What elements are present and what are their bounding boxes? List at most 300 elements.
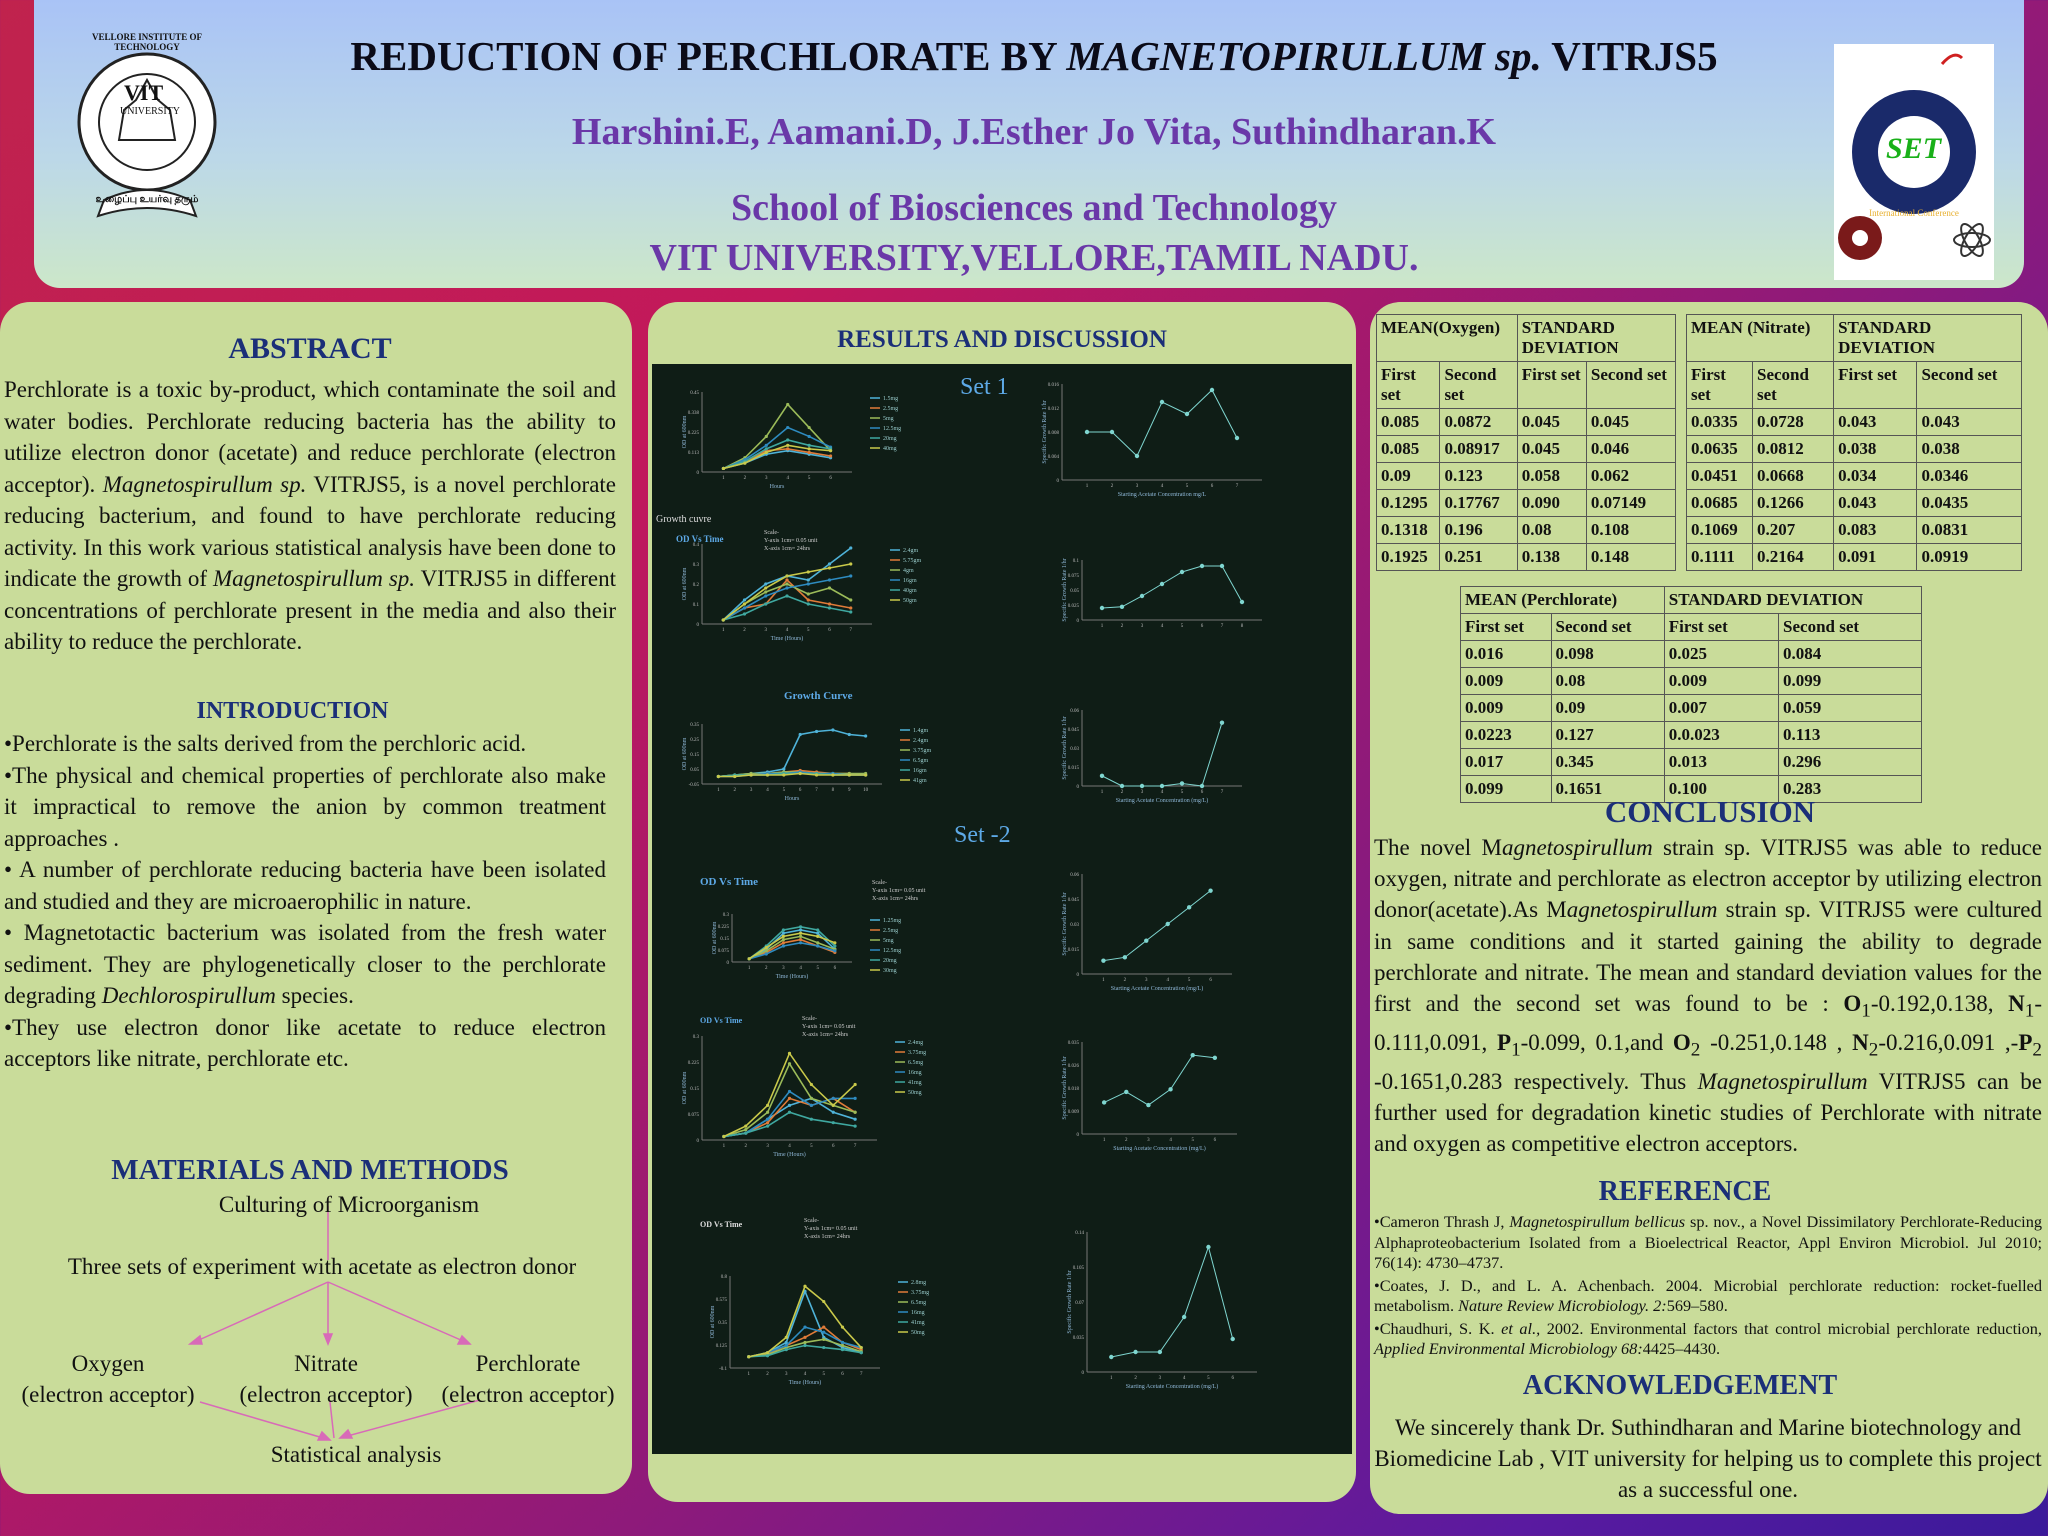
y-tick-label: 0.3 <box>692 563 699 568</box>
y-tick-label: 0 <box>1076 1133 1079 1138</box>
x-tick-label: 8 <box>831 788 835 793</box>
x-tick-label: 2 <box>1120 790 1124 795</box>
table-cell: 0.090 <box>1517 490 1586 517</box>
data-point <box>782 941 785 944</box>
data-point <box>799 733 802 736</box>
data-point <box>788 1090 791 1093</box>
y-tick-label: 0 <box>696 1139 699 1144</box>
data-point <box>849 610 852 613</box>
ref-part: 569–580. <box>1666 1296 1728 1315</box>
poster-title <box>254 32 1814 80</box>
x-tick-label: 2 <box>743 628 746 633</box>
series-line <box>718 730 865 777</box>
data-point <box>764 602 767 605</box>
x-tick-label: 6 <box>1200 790 1204 795</box>
table-cell: 0.038 <box>1917 436 2022 463</box>
table-row <box>1687 409 2022 436</box>
table-row <box>1377 490 1676 517</box>
acknowledgement-text: We sincerely thank Dr. Suthindharan and Marine biotechnology and Biomedicine Lab , VIT university for helping us to complete this project as a successful one. <box>1374 1415 2042 1502</box>
x-tick-label: 3 <box>764 628 767 633</box>
table-cell: 0.1651 <box>1551 776 1664 803</box>
data-point <box>743 598 746 601</box>
x-tick-label: 5 <box>1187 978 1191 983</box>
series-line <box>749 1346 862 1357</box>
data-point <box>803 1341 806 1344</box>
perchlorate-subheader: Second set <box>1551 614 1664 641</box>
x-axis-label: Hours <box>769 484 785 490</box>
ref-part: •Coates, J. D., and L. A. Achenbach. 2004. Microbial perchlorate reduction: rocket-fuelled metabolism. <box>1374 1275 2042 1315</box>
x-tick-label: 10 <box>863 788 869 793</box>
table-row <box>1377 463 1676 490</box>
data-point <box>1191 1053 1195 1057</box>
data-point <box>816 944 819 947</box>
abstract-heading: ABSTRACT <box>228 332 392 365</box>
legend-label: 50gm <box>903 598 917 604</box>
value: -0.251,0.148 , <box>1700 1029 1853 1055</box>
legend-label: 5mg <box>883 416 894 422</box>
y-tick-label: 0.15 <box>690 753 699 758</box>
x-tick-label: 6 <box>829 476 832 481</box>
data-point <box>799 941 802 944</box>
data-point <box>849 598 852 601</box>
data-point <box>841 1344 844 1347</box>
data-point <box>849 546 852 549</box>
results-heading: RESULTS AND DISCUSSION <box>837 326 1167 353</box>
x-tick-label: 2 <box>766 1372 769 1377</box>
table-cell: 0.1266 <box>1753 490 1834 517</box>
charts-svg <box>652 364 1352 1454</box>
table-cell: 0.099 <box>1779 668 1922 695</box>
conclusion-italic: agnetospirullum <box>1501 835 1653 860</box>
table-cell: 0.07149 <box>1586 490 1675 517</box>
data-point <box>848 773 851 776</box>
y-tick-label: 0.225 <box>687 1061 699 1066</box>
data-point <box>1168 1087 1172 1091</box>
nitrate-subheader: First set <box>1834 362 1917 409</box>
data-point <box>807 570 810 573</box>
scale-label: X-axis 1cm= 24hrs <box>802 1032 849 1038</box>
y-axis-label: OD at 600nm <box>682 737 688 771</box>
data-point <box>1200 564 1204 568</box>
data-point <box>1140 594 1144 598</box>
y-tick-label: 0.018 <box>1067 1087 1079 1092</box>
methods-oxygen <box>8 1348 208 1410</box>
trend-line <box>1102 723 1222 786</box>
value: -0.192,0.138, <box>1870 991 2009 1017</box>
y-axis-label: OD at 600nm <box>682 1071 688 1105</box>
data-point <box>785 574 788 577</box>
data-point <box>822 1346 825 1349</box>
table-cell: 0.123 <box>1440 463 1517 490</box>
data-point <box>786 438 789 441</box>
table-cell: 0.1295 <box>1377 490 1440 517</box>
table-row <box>1377 544 1676 571</box>
table-cell: 0.045 <box>1517 436 1586 463</box>
data-point <box>854 1111 857 1114</box>
data-point <box>786 447 789 450</box>
value: -0.099, 0.1,and <box>1520 1029 1673 1055</box>
y-tick-label: 0.004 <box>1047 455 1059 460</box>
x-tick-label: 1 <box>722 476 725 481</box>
y-tick-label: 0.8 <box>720 1275 727 1280</box>
data-point <box>799 925 802 928</box>
y-tick-label: 0.35 <box>690 723 699 728</box>
table-cell: 0.045 <box>1517 409 1586 436</box>
y-tick-label: 0.035 <box>1072 1336 1084 1341</box>
oxygen-subheader: First set <box>1517 362 1586 409</box>
table-cell: 0.0668 <box>1753 463 1834 490</box>
legend-label: 16mg <box>911 1310 925 1316</box>
data-point <box>1166 922 1170 926</box>
methods-nitrate <box>226 1348 426 1410</box>
x-tick-label: 1 <box>1102 978 1105 983</box>
table-cell: 0.043 <box>1917 409 2022 436</box>
data-point <box>803 1326 806 1329</box>
x-axis-label: Starting Acetate Concentration (mg/L) <box>1125 1384 1219 1390</box>
vit-logo-sub: UNIVERSITY <box>120 106 180 117</box>
data-point <box>854 1125 857 1128</box>
x-axis-label: Starting Acetate Concentration mg/L <box>1117 492 1207 498</box>
table-row <box>1461 749 1922 776</box>
perchlorate-sublabel: (electron acceptor) <box>441 1382 615 1407</box>
y-axis-label: Specific Growth Rate 1/hr <box>1042 400 1048 464</box>
data-point <box>810 1104 813 1107</box>
table-cell: 0.207 <box>1753 517 1834 544</box>
data-point <box>788 1097 791 1100</box>
scale-label: Scale- <box>872 880 887 886</box>
x-tick-label: 6 <box>828 628 831 633</box>
y-tick-label: 0.025 <box>1067 604 1079 609</box>
ref-italic: Magnetospirullum bellicus <box>1509 1212 1686 1231</box>
x-tick-label: 3 <box>765 476 768 481</box>
data-point <box>743 606 746 609</box>
data-point <box>749 773 752 776</box>
data-point <box>848 733 851 736</box>
data-point <box>1187 905 1191 909</box>
y-tick-label: 0.105 <box>1072 1266 1084 1271</box>
data-point <box>1100 606 1104 610</box>
data-point <box>766 1111 769 1114</box>
value-subscript: 2 <box>2032 1039 2042 1061</box>
legend-label: 41mg <box>911 1320 925 1326</box>
data-point <box>785 1336 788 1339</box>
scale-label: Scale- <box>764 530 779 536</box>
data-point <box>854 1118 857 1121</box>
data-point <box>807 592 810 595</box>
right-panel <box>1370 302 2048 1514</box>
y-tick-label: 0.338 <box>687 411 699 416</box>
data-point <box>833 944 836 947</box>
y-tick-label: -0.05 <box>688 783 699 788</box>
y-tick-label: 0.1 <box>692 603 699 608</box>
x-tick-label: 5 <box>807 628 810 633</box>
data-point <box>841 1341 844 1344</box>
data-point <box>815 730 818 733</box>
x-tick-label: 3 <box>1145 978 1148 983</box>
x-tick-label: 4 <box>766 788 769 793</box>
x-tick-label: 3 <box>1135 484 1139 489</box>
table-cell: 0.0223 <box>1461 722 1552 749</box>
reference-heading: REFERENCE <box>1598 1176 1772 1207</box>
x-tick-label: 3 <box>1147 1138 1150 1143</box>
x-tick-label: 4 <box>1160 484 1164 489</box>
data-point <box>744 1131 747 1134</box>
conclusion-heading: CONCLUSION <box>1604 794 1816 829</box>
y-tick-label: 0.575 <box>715 1298 727 1303</box>
y-tick-label: 0.03 <box>1070 923 1079 928</box>
y-tick-label: 0.009 <box>1067 1110 1079 1115</box>
data-point <box>722 467 725 470</box>
data-point <box>782 935 785 938</box>
value-subscript: 1 <box>1861 1000 1871 1022</box>
scale-label: Y-axis 1cm= 0.05 unit <box>872 888 926 894</box>
legend-label: 1.5mg <box>883 396 899 402</box>
y-tick-label: 0.3 <box>722 913 729 918</box>
scale-label: Y-axis 1cm= 0.05 unit <box>764 538 818 544</box>
x-tick-label: 1 <box>1110 1376 1113 1381</box>
y-axis-label: OD at 600nm <box>682 567 688 601</box>
table-cell: 0.043 <box>1834 490 1917 517</box>
x-axis-label: Starting Acetate Concentration (mg/L) <box>1115 798 1209 804</box>
y-tick-label: 0 <box>696 471 699 476</box>
data-point <box>799 932 802 935</box>
data-point <box>808 447 811 450</box>
scale-label: Scale- <box>802 1016 817 1022</box>
x-tick-label: 1 <box>747 966 751 971</box>
abstract-part: VITRJS5 in different concentrations of perchlorate present in the media and also their ability to reduce the perchlorate. <box>4 566 616 654</box>
legend-label: 2.4mg <box>908 1040 924 1046</box>
data-point <box>807 598 810 601</box>
table-cell: 0.08 <box>1517 517 1586 544</box>
table-cell: 0.196 <box>1440 517 1517 544</box>
data-point <box>1120 784 1124 788</box>
data-point <box>854 1083 857 1086</box>
table-cell: 0.1069 <box>1687 517 1753 544</box>
nitrate-subheader: First set <box>1687 362 1753 409</box>
methods-sets: Three sets of experiment with acetate as electron donor <box>67 1254 577 1279</box>
y-axis-label: OD at 600nm <box>710 1305 716 1339</box>
table-cell: 0.0451 <box>1687 463 1753 490</box>
set-conference-logo <box>1834 44 1994 280</box>
table-cell: 0.009 <box>1664 668 1778 695</box>
y-axis-label: OD at 600nm <box>682 415 688 449</box>
perchlorate-table <box>1460 586 1922 803</box>
conclusion-italic: agnetospirullum <box>1566 897 1718 923</box>
x-axis-label: Time (Hours) <box>775 974 809 980</box>
table-cell: 0.0728 <box>1753 409 1834 436</box>
y-tick-label: 0.045 <box>1067 898 1079 903</box>
y-tick-label: 0.075 <box>687 1113 699 1118</box>
methods-heading: MATERIALS AND METHODS <box>111 1154 509 1186</box>
intro-bullet <box>4 917 606 1012</box>
data-point <box>1124 1090 1128 1094</box>
data-point <box>765 952 768 955</box>
y-tick-label: 0.06 <box>1070 709 1079 714</box>
x-tick-label: 1 <box>1102 1138 1106 1143</box>
x-tick-label: 7 <box>849 628 852 633</box>
table-cell: 0.08917 <box>1440 436 1517 463</box>
x-tick-label: 6 <box>1231 1376 1234 1381</box>
legend-label: 16gm <box>913 768 927 774</box>
data-point <box>828 562 831 565</box>
table-cell: 0.0635 <box>1687 436 1753 463</box>
conclusion-part: The novel M <box>1374 835 1502 860</box>
data-point <box>785 1344 788 1347</box>
x-tick-label: 2 <box>1123 978 1127 983</box>
table-cell: 0.0831 <box>1917 517 2022 544</box>
conclusion-part: strain sp. VITRJS5 was able to reduce oxygen, nitrate and perchlorate as electron acceptor by utilizing electron donor(acetate).As M <box>1374 835 2042 923</box>
ref-part: 4425–4430. <box>1642 1339 1721 1358</box>
data-point <box>764 590 767 593</box>
data-point <box>788 1111 791 1114</box>
oxygen-sublabel: (electron acceptor) <box>21 1382 195 1407</box>
y-tick-label: 0.14 <box>1075 1231 1084 1236</box>
x-tick-label: 4 <box>803 1372 807 1377</box>
oxygen-label: Oxygen <box>71 1351 145 1376</box>
y-tick-label: 0.015 <box>1067 766 1079 771</box>
data-point <box>810 1097 813 1100</box>
y-axis-label: Specific Growth Rate 1/hr <box>1062 1056 1068 1120</box>
y-tick-label: 0.1 <box>1072 559 1079 564</box>
data-point <box>799 772 802 775</box>
value-subscript: 1 <box>1511 1039 1521 1061</box>
table-cell: 0.113 <box>1779 722 1922 749</box>
scale-label: Y-axis 1cm= 0.05 unit <box>804 1226 858 1232</box>
od-vs-time-label: OD Vs Time <box>676 534 724 544</box>
value: -0.111,0.091, <box>1374 991 2042 1055</box>
y-tick-label: 0.35 <box>718 1321 727 1326</box>
x-tick-label: 4 <box>785 628 789 633</box>
trend-line <box>1103 891 1210 961</box>
data-point <box>1200 784 1204 788</box>
od-vs-time-label: OD Vs Time <box>700 1016 743 1025</box>
x-tick-label: 4 <box>788 1144 791 1149</box>
data-point <box>1180 781 1184 785</box>
nitrate-mean-header: MEAN (Nitrate) <box>1687 315 1834 362</box>
school: School of Biosciences and Technology <box>731 187 1337 229</box>
legend-label: 2.5mg <box>883 406 899 412</box>
acknowledgement-heading: ACKNOWLEDGEMENT <box>1522 1370 1838 1401</box>
data-point <box>841 1326 844 1329</box>
table-cell: 0.013 <box>1664 749 1778 776</box>
growth-cuvre-label: Growth cuvre <box>656 514 712 525</box>
x-tick-label: 5 <box>807 476 811 481</box>
legend-label: 50mg <box>908 1090 922 1096</box>
data-point <box>766 1104 769 1107</box>
data-point <box>785 1348 788 1351</box>
ref-italic: Nature Review Microbiology. 2: <box>1458 1296 1667 1315</box>
table-cell: 0.098 <box>1551 641 1664 668</box>
reference-item <box>1374 1276 2042 1317</box>
y-axis-label: Specific Growth Rate 1/hr <box>1062 716 1068 780</box>
oxygen-subheader: First set <box>1377 362 1440 409</box>
oxygen-mean-header: MEAN(Oxygen) <box>1377 315 1518 362</box>
data-point <box>1109 1355 1113 1359</box>
x-tick-label: 7 <box>1235 484 1239 489</box>
y-tick-label: 0.113 <box>687 451 699 456</box>
table-cell: 0.345 <box>1551 749 1664 776</box>
x-axis-label: Time (Hours) <box>788 1380 822 1386</box>
oxygen-sd-header: STANDARD DEVIATION <box>1517 315 1675 362</box>
data-point <box>1146 1103 1150 1107</box>
table-cell: 0.17767 <box>1440 490 1517 517</box>
legend-label: 12.5mg <box>883 948 902 954</box>
table-cell: 0.0435 <box>1917 490 2022 517</box>
data-point <box>782 773 785 776</box>
intro-part: species. <box>275 983 354 1008</box>
table-cell: 0.127 <box>1551 722 1664 749</box>
perchlorate-label: Perchlorate <box>475 1351 581 1376</box>
y-tick-label: 0.075 <box>1067 574 1079 579</box>
table-cell: 0.08 <box>1551 668 1664 695</box>
methods-culture: Culturing of Microorganism <box>218 1192 480 1217</box>
data-point <box>828 602 831 605</box>
table-row <box>1687 490 2022 517</box>
data-point <box>786 444 789 447</box>
data-point <box>785 594 788 597</box>
set2-label: Set -2 <box>954 822 1011 848</box>
x-tick-label: 6 <box>798 788 802 793</box>
abstract-italic: Magnetospirullum sp. <box>212 566 416 591</box>
table-row <box>1687 436 2022 463</box>
table-cell: 0.09 <box>1377 463 1440 490</box>
table-cell: 0.038 <box>1834 436 1917 463</box>
methods-statistical: Statistical analysis <box>270 1442 442 1467</box>
x-tick-label: 1 <box>747 1372 750 1377</box>
value-symbol: O <box>1672 1029 1691 1055</box>
y-tick-label: 0.008 <box>1047 431 1059 436</box>
x-tick-label: 8 <box>1240 624 1244 629</box>
table-cell: 0.09 <box>1551 695 1664 722</box>
data-point <box>1144 938 1148 942</box>
legend-label: 41mg <box>908 1080 922 1086</box>
data-point <box>1123 955 1127 959</box>
x-axis-label: Time (Hours) <box>770 636 804 642</box>
data-point <box>822 1338 825 1341</box>
perchlorate-mean-header: MEAN (Perchlorate) <box>1461 587 1665 614</box>
data-point <box>744 1125 747 1128</box>
y-axis-label: OD at 600nm <box>712 921 718 955</box>
table-row <box>1377 517 1676 544</box>
x-tick-label: 5 <box>816 966 819 971</box>
vit-logo-top: VELLORE INSTITUTE OF TECHNOLOGY <box>91 32 203 52</box>
data-point <box>854 1097 857 1100</box>
data-point <box>1158 1350 1162 1354</box>
table-cell: 0.0685 <box>1687 490 1753 517</box>
table-cell: 0.283 <box>1779 776 1922 803</box>
data-point <box>828 586 831 589</box>
data-point <box>815 773 818 776</box>
y-tick-label: 0.125 <box>715 1344 727 1349</box>
x-tick-label: 2 <box>765 966 768 971</box>
legend-label: 2.8mg <box>911 1280 927 1286</box>
x-axis-label: Time (Hours) <box>773 1152 806 1158</box>
legend-label: 2.4gm <box>903 548 919 554</box>
x-tick-label: 7 <box>1220 790 1224 795</box>
table-cell: 0.296 <box>1779 749 1922 776</box>
methods-flowchart-arrows <box>0 1182 632 1482</box>
data-point <box>832 1121 835 1124</box>
data-point <box>841 1348 844 1351</box>
data-point <box>1120 605 1124 609</box>
x-tick-label: 2 <box>1134 1376 1137 1381</box>
data-point <box>807 582 810 585</box>
data-point <box>1235 436 1239 440</box>
table-cell: 0.009 <box>1461 668 1552 695</box>
university: VIT UNIVERSITY,VELLORE,TAMIL NADU. <box>649 237 1419 279</box>
x-tick-label: 1 <box>722 1144 726 1149</box>
nitrate-table <box>1686 314 2022 571</box>
